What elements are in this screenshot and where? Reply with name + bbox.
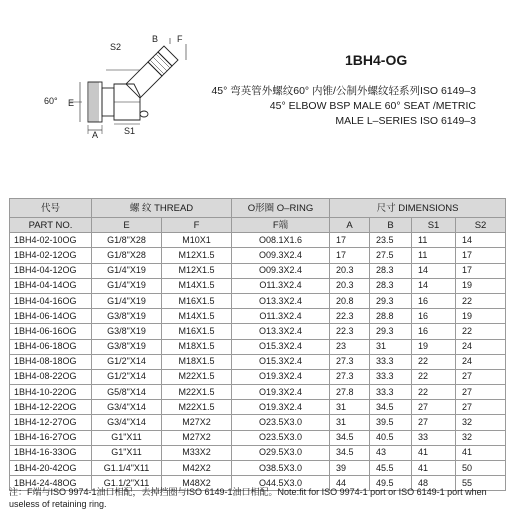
table-row: [10, 461, 506, 476]
cell-a: 34.5: [330, 430, 370, 445]
cell-oring: O19.3X2.4: [232, 400, 330, 415]
cell-oring: O08.1X1.6: [232, 233, 330, 248]
cell-oring: O11.3X2.4: [232, 309, 330, 324]
cell-oring: O23.5X3.0: [232, 415, 330, 430]
table-row: [10, 445, 506, 460]
cell-b: 33.3: [370, 385, 412, 400]
cell-s2: 27: [456, 400, 506, 415]
cell-part-no: 1BH4-08-22OG: [10, 369, 92, 384]
cell-a: 44: [330, 476, 370, 491]
cell-s2: 17: [456, 248, 506, 263]
cell-s1: 22: [412, 385, 456, 400]
cell-s1: 16: [412, 324, 456, 339]
cell-s1: 33: [412, 430, 456, 445]
cell-s2: 24: [456, 339, 506, 354]
cell-thread-f: M16X1.5: [162, 324, 232, 339]
cell-thread-e: G1/8"X28: [92, 233, 162, 248]
cell-s1: 22: [412, 354, 456, 369]
cell-a: 27.3: [330, 369, 370, 384]
cell-oring: O09.3X2.4: [232, 248, 330, 263]
table-row: [10, 415, 506, 430]
cell-b: 28.3: [370, 278, 412, 293]
cell-thread-e: G1/8"X28: [92, 248, 162, 263]
cell-thread-f: M18X1.5: [162, 339, 232, 354]
header-oring: O形圈 O–RING: [232, 199, 330, 218]
cell-s2: 22: [456, 324, 506, 339]
cell-b: 28.3: [370, 263, 412, 278]
header-part-cn: 代号: [10, 199, 92, 218]
cell-a: 17: [330, 233, 370, 248]
cell-s1: 41: [412, 445, 456, 460]
cell-s2: 32: [456, 430, 506, 445]
cell-s1: 41: [412, 461, 456, 476]
cell-s2: 41: [456, 445, 506, 460]
cell-s2: 55: [456, 476, 506, 491]
cell-oring: O19.3X2.4: [232, 369, 330, 384]
cell-part-no: 1BH4-06-14OG: [10, 309, 92, 324]
header-e: E: [92, 218, 162, 233]
cell-thread-e: G1/2"X14: [92, 369, 162, 384]
elbow-fitting-drawing: [40, 30, 200, 140]
cell-b: 49.5: [370, 476, 412, 491]
cell-b: 29.3: [370, 293, 412, 308]
cell-thread-f: M22X1.5: [162, 400, 232, 415]
cell-thread-e: G1/4"X19: [92, 263, 162, 278]
cell-part-no: 1BH4-06-16OG: [10, 324, 92, 339]
cell-part-no: 1BH4-06-18OG: [10, 339, 92, 354]
table-row: [10, 293, 506, 308]
cell-s1: 19: [412, 339, 456, 354]
cell-part-no: 1BH4-10-22OG: [10, 385, 92, 400]
cell-s2: 24: [456, 354, 506, 369]
cell-thread-f: M22X1.5: [162, 385, 232, 400]
header-a: A: [330, 218, 370, 233]
cell-a: 23: [330, 339, 370, 354]
cell-oring: O23.5X3.0: [232, 430, 330, 445]
cell-thread-f: M27X2: [162, 415, 232, 430]
cell-thread-f: M42X2: [162, 461, 232, 476]
header-thread: 螺 纹 THREAD: [92, 199, 232, 218]
cell-b: 29.3: [370, 324, 412, 339]
cell-s1: 27: [412, 400, 456, 415]
table-row: [10, 385, 506, 400]
cell-s2: 27: [456, 369, 506, 384]
label-e: E: [68, 98, 75, 108]
cell-thread-e: G5/8"X14: [92, 385, 162, 400]
cell-part-no: 1BH4-24-48OG: [10, 476, 92, 491]
table-row: [10, 354, 506, 369]
table-row: [10, 278, 506, 293]
cell-s2: 19: [456, 278, 506, 293]
header-s2: S2: [456, 218, 506, 233]
cell-s2: 14: [456, 233, 506, 248]
cell-a: 17: [330, 248, 370, 263]
cell-b: 27.5: [370, 248, 412, 263]
cell-oring: O11.3X2.4: [232, 278, 330, 293]
cell-thread-f: M27X2: [162, 430, 232, 445]
cell-thread-f: M48X2: [162, 476, 232, 491]
cell-part-no: 1BH4-16-33OG: [10, 445, 92, 460]
cell-s1: 27: [412, 415, 456, 430]
cell-oring: O09.3X2.4: [232, 263, 330, 278]
cell-thread-e: G3/4"X14: [92, 415, 162, 430]
cell-b: 39.5: [370, 415, 412, 430]
cell-part-no: 1BH4-02-12OG: [10, 248, 92, 263]
cell-b: 43: [370, 445, 412, 460]
cell-part-no: 1BH4-20-42OG: [10, 461, 92, 476]
cell-b: 33.3: [370, 369, 412, 384]
cell-part-no: 1BH4-08-18OG: [10, 354, 92, 369]
cell-oring: O15.3X2.4: [232, 339, 330, 354]
cell-a: 31: [330, 415, 370, 430]
cell-thread-f: M14X1.5: [162, 309, 232, 324]
cell-thread-f: M33X2: [162, 445, 232, 460]
cell-oring: O19.3X2.4: [232, 385, 330, 400]
label-s2: S2: [110, 42, 122, 52]
cell-part-no: 1BH4-04-14OG: [10, 278, 92, 293]
table-row: [10, 248, 506, 263]
cell-oring: O38.5X3.0: [232, 461, 330, 476]
cell-oring: O29.5X3.0: [232, 445, 330, 460]
cell-thread-f: M12X1.5: [162, 263, 232, 278]
cell-thread-f: M22X1.5: [162, 369, 232, 384]
description-english-line1: 45° ELBOW BSP MALE 60° SEAT /METRIC: [269, 100, 476, 112]
cell-thread-e: G1/4"X19: [92, 293, 162, 308]
cell-thread-e: G1/2"X14: [92, 354, 162, 369]
cell-thread-f: M14X1.5: [162, 278, 232, 293]
table-row: [10, 339, 506, 354]
description-english-line2: MALE L–SERIES ISO 6149–3: [335, 115, 476, 127]
header-s1: S1: [412, 218, 456, 233]
cell-oring: O13.3X2.4: [232, 324, 330, 339]
header-f: F: [162, 218, 232, 233]
cell-b: 45.5: [370, 461, 412, 476]
spec-table: [9, 198, 506, 491]
cell-thread-f: M12X1.5: [162, 248, 232, 263]
cell-part-no: 1BH4-04-16OG: [10, 293, 92, 308]
table-row: [10, 263, 506, 278]
cell-s2: 19: [456, 309, 506, 324]
cell-thread-e: G3/8"X19: [92, 339, 162, 354]
cell-s2: 32: [456, 415, 506, 430]
cell-a: 20.3: [330, 278, 370, 293]
cell-oring: O15.3X2.4: [232, 354, 330, 369]
header-b: B: [370, 218, 412, 233]
cell-b: 23.5: [370, 233, 412, 248]
cell-s2: 22: [456, 293, 506, 308]
cell-a: 27.3: [330, 354, 370, 369]
cell-a: 34.5: [330, 445, 370, 460]
cell-part-no: 1BH4-02-10OG: [10, 233, 92, 248]
cell-thread-e: G3/8"X19: [92, 309, 162, 324]
cell-a: 20.8: [330, 293, 370, 308]
cell-s1: 16: [412, 293, 456, 308]
cell-oring: O13.3X2.4: [232, 293, 330, 308]
cell-oring: O44.5X3.0: [232, 476, 330, 491]
header-dimensions: 尺寸 DIMENSIONS: [330, 199, 506, 218]
cell-s1: 11: [412, 233, 456, 248]
cell-s2: 50: [456, 461, 506, 476]
label-a: A: [92, 130, 99, 140]
description-chinese: 45° 弯英管外螺纹60° 内锥/公制外螺纹轻系列ISO 6149–3: [211, 85, 476, 97]
cell-part-no: 1BH4-12-22OG: [10, 400, 92, 415]
table-row: [10, 430, 506, 445]
label-s1: S1: [124, 126, 136, 136]
cell-thread-e: G1"X11: [92, 445, 162, 460]
cell-s1: 48: [412, 476, 456, 491]
cell-thread-e: G3/8"X19: [92, 324, 162, 339]
cell-a: 39: [330, 461, 370, 476]
cell-b: 34.5: [370, 400, 412, 415]
table-row: [10, 400, 506, 415]
product-description: [211, 84, 476, 129]
cell-thread-e: G1"X11: [92, 430, 162, 445]
cell-thread-e: G3/4"X14: [92, 400, 162, 415]
header-f-end: F端: [232, 218, 330, 233]
cell-thread-e: G1.1/4"X11: [92, 461, 162, 476]
cell-b: 40.5: [370, 430, 412, 445]
cell-thread-f: M10X1: [162, 233, 232, 248]
table-row: [10, 324, 506, 339]
cell-part-no: 1BH4-16-27OG: [10, 430, 92, 445]
cell-s1: 11: [412, 248, 456, 263]
cell-part-no: 1BH4-12-27OG: [10, 415, 92, 430]
cell-a: 22.3: [330, 309, 370, 324]
table-row: [10, 309, 506, 324]
cell-b: 31: [370, 339, 412, 354]
cell-s1: 22: [412, 369, 456, 384]
cell-s2: 27: [456, 385, 506, 400]
cell-b: 33.3: [370, 354, 412, 369]
spec-table-body: [10, 233, 506, 491]
header-part-en: PART NO.: [10, 218, 92, 233]
cell-a: 20.3: [330, 263, 370, 278]
product-code: 1BH4-OG: [345, 52, 408, 68]
cell-b: 28.8: [370, 309, 412, 324]
cell-a: 22.3: [330, 324, 370, 339]
cell-s1: 16: [412, 309, 456, 324]
cell-a: 31: [330, 400, 370, 415]
cell-s1: 14: [412, 263, 456, 278]
label-angle: 60°: [44, 96, 58, 106]
cell-thread-f: M16X1.5: [162, 293, 232, 308]
cell-thread-f: M18X1.5: [162, 354, 232, 369]
label-b: B: [152, 34, 159, 44]
cell-part-no: 1BH4-04-12OG: [10, 263, 92, 278]
cell-a: 27.8: [330, 385, 370, 400]
cell-thread-e: G1.1/2"X11: [92, 476, 162, 491]
cell-s1: 14: [412, 278, 456, 293]
cell-s2: 17: [456, 263, 506, 278]
table-row: [10, 233, 506, 248]
footnote: 注：F端与ISO 9974-1油口相配，去掉挡圈与ISO 6149-1油口相配。Note:fit for ISO 9974-1 port or ISO 6149-1 port when useless of retaining ring.: [9, 487, 487, 509]
label-f: F: [177, 34, 183, 44]
table-row: [10, 369, 506, 384]
cell-thread-e: G1/4"X19: [92, 278, 162, 293]
